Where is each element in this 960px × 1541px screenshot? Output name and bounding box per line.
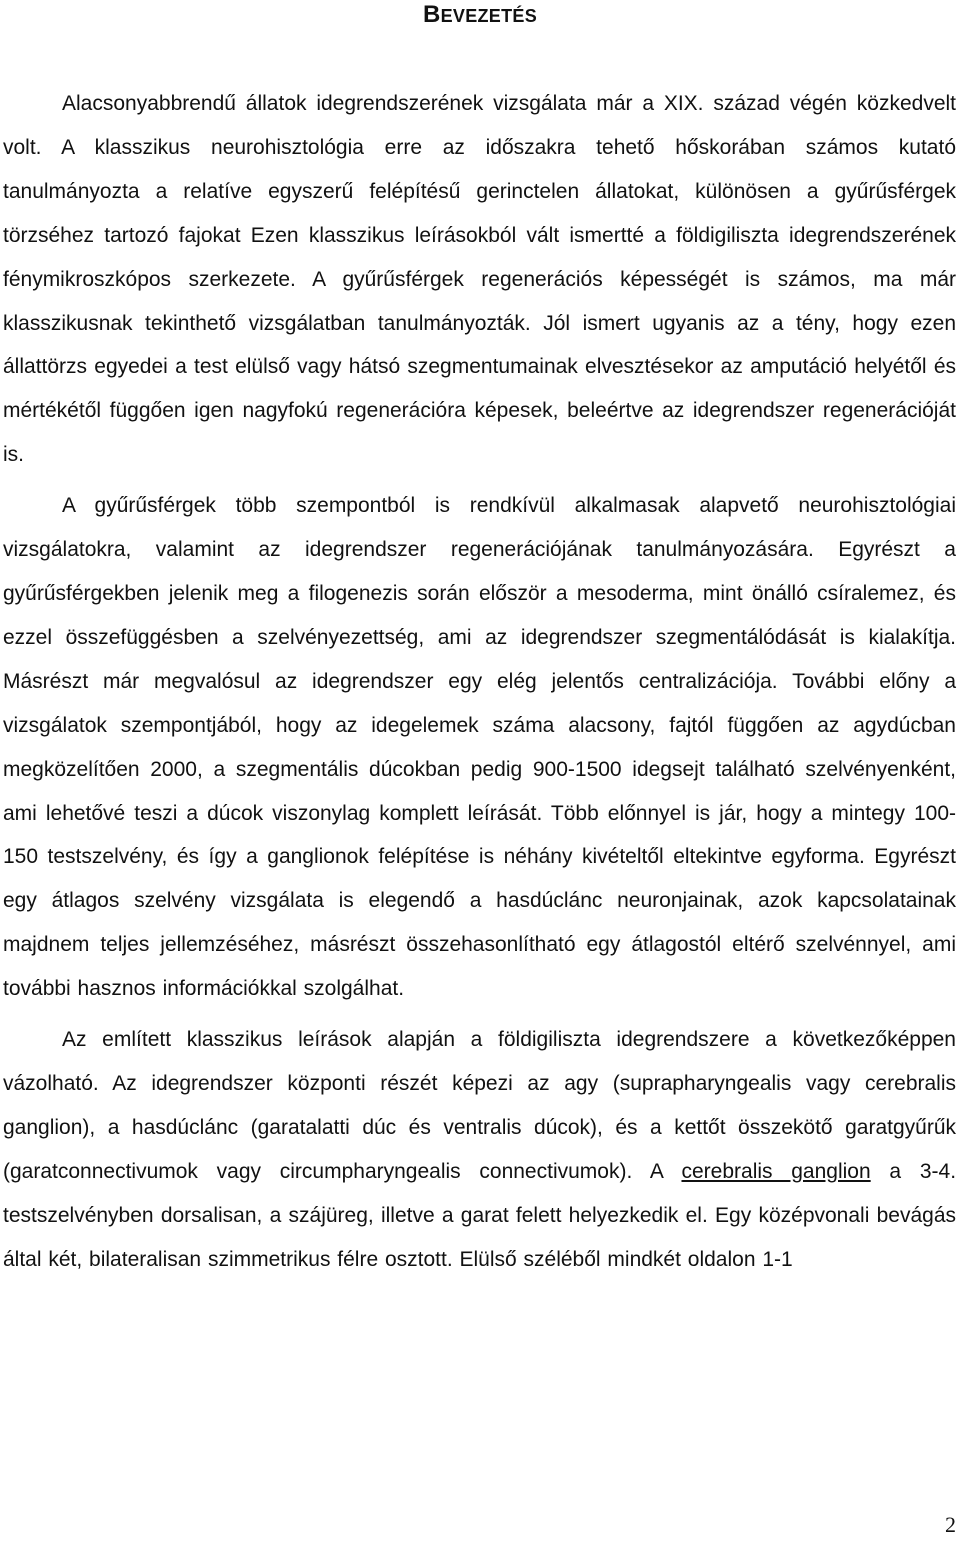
underlined-term: cerebralis ganglion (681, 1159, 871, 1183)
paragraph-2: A gyűrűsférgek több szempontból is rendkívül alkalmasak alapvető neurohisztológiai vizsgálatokra, valamint az idegrendszer regenerációjának tanulmányozására. Egyrészt a gyűrűsférgekben jelenik meg a filogenezis során először a mesoderma, mint önálló csíralemez, és ezzel összefüggésben a szelvényezettség, ami az idegrendszer szegmentálódását is kialakítja. Másrészt már megvalósul az idegrendszer egy elég jelentős centralizációja. További előny a vizsgálatok szempontjából, hogy az idegelemek száma alacsony, fajtól függően az agydúcban megközelítően 2000, a szegmentális dúcokban pedig 900-1500 idegsejt található szelvényenként, ami lehetővé teszi a dúcok viszonylag komplett leírását. Több előnnyel is jár, hogy a mintegy 100-150 testszelvény, és így a ganglionok felépítése is néhány kivételtől eltekintve egyforma. Egyrészt egy átlagos szelvény vizsgálata is elegendő a hasdúclánc neuronjainak, azok kapcsolatainak majdnem teljes jellemzéséhez, másrészt összehasonlítható egy átlagostól eltérő szelvénnyel, ami további hasznos információkkal szolgálhat. (3, 494, 956, 1001)
paragraph-3-start: Az említett klasszikus leírások alapján a földigiliszta idegrendszere a következőképpen vázolható. Az idegrendszer központi részét képezi az agy (suprapharyngealis vagy cerebralis ganglion), a hasdúclánc (garatalatti dúc és ventralis dúcok), és a kettőt összekötő garatgyűrűk (garatconnectivumok vagy circumpharyngealis connectivumok). A (3, 1028, 956, 1183)
body-text (3, 82, 956, 1281)
page-number: 2 (945, 1512, 956, 1537)
paragraph-3-end: a 3-4. testszelvényben dorsalisan, a szájüreg, illetve a garat felett helyezkedik el. Egy középvonali bevágás által két, bilateralisan szimmetrikus félre osztott. Elülső széléből mindkét oldalon 1-1 (3, 1159, 957, 1271)
page-title-initial: B (422, 1, 441, 28)
paragraph-3 (3, 1018, 956, 1281)
page-title-rest: EVEZETÉS (440, 6, 538, 26)
page-title (0, 2, 960, 29)
paragraph-1: Alacsonyabbrendű állatok idegrendszerének vizsgálata már a XIX. század végén közkedvelt volt. A klasszikus neurohisztológia erre az időszakra tehető hőskorában számos kutató tanulmányozta a relatíve egyszerű felépítésű gerinctelen állatokat, különösen a gyűrűsférgek törzséhez tartozó fajokat Ezen klasszikus leírásokból vált ismertté a földigiliszta idegrendszerének fénymikroszkópos szerkezete. A gyűrűsférgek regenerációs képességét is számos, ma már klasszikusnak tekinthető vizsgálatban tanulmányozták. Jól ismert ugyanis az a tény, hogy ezen állattörzs egyedei a test elülső vagy hátsó szegmentumainak elvesztésekor az amputáció helyétől és mértékétől függően igen nagyfokú regenerációra képesek, beleértve az idegrendszer regenerációját is. (3, 92, 956, 467)
